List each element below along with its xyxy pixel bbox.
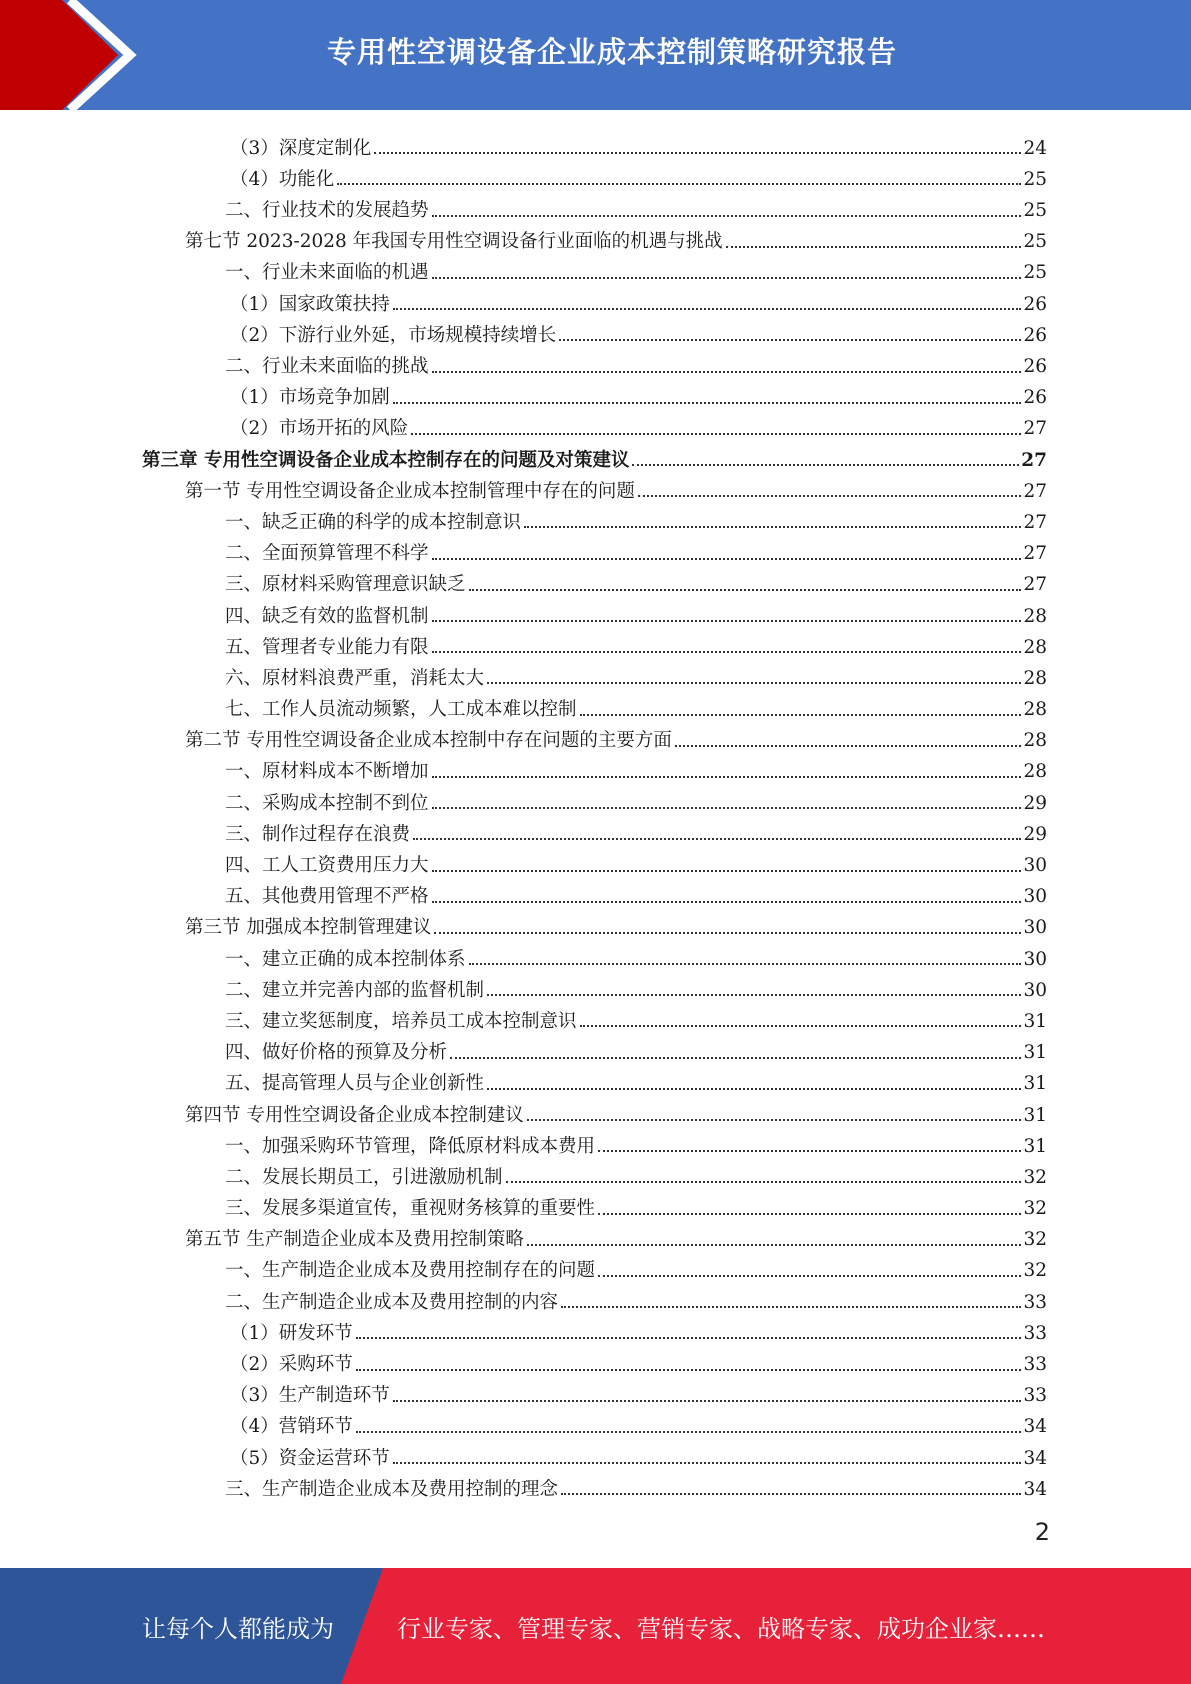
toc-dot-leader [561, 1493, 1021, 1495]
toc-entry-title: 四、工人工资费用压力大 [225, 855, 429, 876]
toc-dot-leader [527, 1244, 1022, 1246]
toc-entry[interactable] [0, 127, 1191, 158]
toc-dot-leader [432, 215, 1022, 217]
toc-entry[interactable] [0, 501, 1191, 532]
toc-entry-title: 四、缺乏有效的监督机制 [225, 605, 429, 627]
toc-entry[interactable] [0, 1312, 1191, 1343]
toc-entry-page: 25 [1023, 168, 1047, 190]
page-footer [0, 1568, 1191, 1684]
toc-entry-page: 33 [1023, 1322, 1047, 1344]
toc-entry-page: 34 [1023, 1416, 1047, 1438]
toc-entry[interactable] [0, 1468, 1191, 1499]
toc-entry-page: 31 [1023, 1042, 1047, 1064]
toc-entry[interactable] [0, 439, 1191, 470]
toc-entry[interactable] [0, 720, 1191, 751]
toc-entry-title: 第三节 加强成本控制管理建议 [185, 917, 432, 939]
toc-entry[interactable] [0, 907, 1191, 938]
toc-dot-leader [506, 1181, 1022, 1183]
toc-dot-leader [638, 495, 1022, 497]
toc-entry-title: 五、管理者专业能力有限 [225, 636, 429, 658]
toc-dot-leader [527, 1119, 1022, 1121]
toc-dot-leader [393, 1400, 1022, 1402]
toc-entry-page: 28 [1023, 761, 1047, 783]
toc-dot-leader [356, 1431, 1022, 1433]
toc-entry[interactable] [0, 1437, 1191, 1468]
toc-dot-leader [393, 402, 1022, 404]
toc-entry-title: 二、行业未来面临的挑战 [225, 356, 429, 377]
toc-entry[interactable] [0, 844, 1191, 875]
toc-entry-page: 30 [1023, 886, 1047, 908]
toc-entry-title: 一、建立正确的成本控制体系 [225, 948, 466, 970]
toc-entry-page: 30 [1023, 855, 1047, 876]
toc-entry-title: （3）深度定制化 [230, 137, 372, 159]
toc-entry-title: （4）营销环节 [230, 1416, 353, 1438]
toc-entry-title: 二、采购成本控制不到位 [225, 792, 429, 814]
toc-dot-leader [675, 745, 1022, 747]
toc-entry-page: 28 [1023, 605, 1047, 627]
toc-entry-title: 二、发展长期员工，引进激励机制 [225, 1166, 503, 1188]
toc-entry-title: （1）国家政策扶持 [230, 293, 390, 315]
toc-entry-title: 第四节 专用性空调设备企业成本控制建议 [185, 1104, 524, 1126]
toc-entry[interactable] [0, 1375, 1191, 1406]
toc-entry[interactable] [0, 532, 1191, 563]
toc-entry-title: 第一节 专用性空调设备企业成本控制管理中存在的问题 [185, 480, 635, 502]
toc-entry[interactable] [0, 345, 1191, 376]
toc-dot-leader [432, 620, 1022, 622]
toc-dot-leader [432, 558, 1022, 560]
toc-entry[interactable] [0, 1125, 1191, 1156]
toc-entry[interactable] [0, 564, 1191, 595]
toc-entry-page: 29 [1023, 823, 1047, 845]
toc-entry-page: 34 [1023, 1447, 1047, 1469]
footer-slogan-left: 让每个人都能成为 [142, 1614, 334, 1643]
toc-entry-title: 第二节 专用性空调设备企业成本控制中存在问题的主要方面 [185, 730, 672, 752]
toc-entry-page: 28 [1023, 636, 1047, 658]
toc-entry[interactable] [0, 1094, 1191, 1125]
toc-dot-leader [726, 246, 1022, 248]
toc-entry-title: （1）市场竞争加剧 [230, 387, 390, 409]
toc-dot-leader [524, 526, 1021, 528]
toc-dot-leader [432, 651, 1022, 653]
toc-dot-leader [432, 371, 1022, 373]
toc-dot-leader [434, 932, 1021, 934]
toc-entry[interactable] [0, 1031, 1191, 1062]
toc-entry-page: 32 [1023, 1198, 1047, 1220]
toc-entry-page: 30 [1023, 979, 1047, 1001]
toc-entry-page: 26 [1023, 387, 1047, 409]
toc-entry[interactable] [0, 688, 1191, 719]
toc-dot-leader [487, 994, 1021, 996]
toc-entry[interactable] [0, 470, 1191, 501]
toc-entry-page: 27 [1023, 418, 1047, 440]
toc-entry-title: 一、原材料成本不断增加 [225, 761, 429, 783]
toc-entry[interactable] [0, 938, 1191, 969]
toc-entry-title: （2）下游行业外延，市场规模持续增长 [230, 324, 557, 346]
toc-entry-title: 一、加强采购环节管理，降低原材料成本费用 [225, 1135, 596, 1157]
toc-entry[interactable] [0, 969, 1191, 1000]
toc-dot-leader [411, 433, 1021, 435]
toc-dot-leader [580, 714, 1022, 716]
toc-entry[interactable] [0, 1063, 1191, 1094]
page-header [0, 0, 1191, 110]
toc-entry[interactable] [0, 1219, 1191, 1250]
toc-entry-page: 33 [1023, 1354, 1047, 1375]
toc-entry-page: 26 [1023, 324, 1047, 346]
toc-dot-leader [432, 870, 1022, 872]
toc-entry-title: 第七节 2023-2028 年我国专用性空调设备行业面临的机遇与挑战 [185, 231, 723, 253]
toc-entry-page: 31 [1023, 1104, 1047, 1126]
toc-entry-page: 31 [1023, 1010, 1047, 1032]
toc-entry[interactable] [0, 158, 1191, 189]
toc-dot-leader [432, 901, 1022, 903]
toc-entry-page: 29 [1023, 792, 1047, 814]
toc-entry-title: 三、制作过程存在浪费 [225, 823, 411, 845]
toc-entry[interactable] [0, 221, 1191, 252]
toc-entry-page: 34 [1023, 1478, 1047, 1500]
toc-entry-title: 三、建立奖惩制度，培养员工成本控制意识 [225, 1010, 577, 1032]
toc-entry-title: （1）研发环节 [230, 1322, 353, 1344]
toc-entry-title: 二、生产制造企业成本及费用控制的内容 [225, 1291, 559, 1313]
toc-dot-leader [450, 1057, 1021, 1059]
toc-dot-leader [580, 1025, 1022, 1027]
toc-entry[interactable] [0, 1000, 1191, 1031]
toc-dot-leader [356, 1369, 1022, 1371]
toc-entry-page: 26 [1023, 356, 1047, 377]
toc-entry-page: 32 [1023, 1229, 1047, 1251]
toc-entry[interactable] [0, 189, 1191, 220]
toc-entry-title: 二、建立并完善内部的监督机制 [225, 979, 485, 1001]
toc-entry-page: 27 [1023, 543, 1047, 565]
toc-entry-page: 31 [1023, 1073, 1047, 1095]
toc-entry[interactable] [0, 751, 1191, 782]
toc-entry-page: 26 [1023, 293, 1047, 315]
toc-dot-leader [337, 183, 1021, 185]
toc-entry-title: 三、原材料采购管理意识缺乏 [225, 574, 466, 596]
toc-entry-title: 二、行业技术的发展趋势 [225, 200, 429, 222]
toc-dot-leader [598, 1150, 1021, 1152]
toc-entry-page: 27 [1021, 449, 1047, 471]
toc-dot-leader [413, 838, 1021, 840]
page-number: 2 [1034, 1518, 1050, 1546]
footer-slogan-right: 行业专家、管理专家、营销专家、战略专家、成功企业家…… [397, 1614, 1045, 1643]
toc-dot-leader [598, 1213, 1021, 1215]
toc-dot-leader [598, 1275, 1021, 1277]
toc-dot-leader [632, 464, 1019, 466]
toc-entry-title: 第三章 专用性空调设备企业成本控制存在的问题及对策建议 [142, 449, 630, 471]
toc-entry-page: 27 [1023, 574, 1047, 596]
toc-dot-leader [374, 152, 1021, 154]
toc-entry[interactable] [0, 782, 1191, 813]
report-title: 专用性空调设备企业成本控制策略研究报告 [326, 34, 897, 69]
toc-entry-title: （2）市场开拓的风险 [230, 418, 409, 440]
toc-dot-leader [469, 589, 1022, 591]
toc-entry-title: 五、提高管理人员与企业创新性 [225, 1073, 485, 1095]
toc-dot-leader [432, 277, 1022, 279]
table-of-contents [0, 127, 1191, 1499]
toc-entry[interactable] [0, 1281, 1191, 1312]
toc-entry[interactable] [0, 876, 1191, 907]
toc-dot-leader [393, 308, 1022, 310]
toc-entry[interactable] [0, 283, 1191, 314]
toc-entry-page: 25 [1023, 200, 1047, 222]
toc-entry[interactable] [0, 657, 1191, 688]
toc-dot-leader [393, 1462, 1022, 1464]
toc-entry[interactable] [0, 408, 1191, 439]
toc-entry-title: （3）生产制造环节 [230, 1385, 390, 1407]
toc-entry-page: 28 [1023, 699, 1047, 721]
toc-entry-page: 32 [1023, 1260, 1047, 1282]
toc-entry-page: 27 [1023, 511, 1047, 533]
toc-entry-page: 25 [1023, 231, 1047, 253]
toc-entry[interactable] [0, 813, 1191, 844]
toc-entry[interactable] [0, 595, 1191, 626]
toc-dot-leader [561, 1306, 1021, 1308]
toc-entry-page: 31 [1023, 1135, 1047, 1157]
toc-entry[interactable] [0, 1250, 1191, 1281]
toc-dot-leader [469, 963, 1022, 965]
toc-entry-page: 30 [1023, 917, 1047, 939]
toc-entry-page: 28 [1023, 667, 1047, 689]
toc-entry-title: （5）资金运营环节 [230, 1447, 390, 1469]
toc-dot-leader [432, 776, 1022, 778]
toc-entry-title: 二、全面预算管理不科学 [225, 543, 429, 565]
toc-entry-title: （4）功能化 [230, 168, 335, 190]
toc-entry-page: 30 [1023, 948, 1047, 970]
toc-entry[interactable] [0, 1343, 1191, 1374]
toc-entry-page: 24 [1023, 137, 1047, 159]
toc-entry-title: 六、原材料浪费严重，消耗太大 [225, 667, 485, 689]
toc-entry[interactable] [0, 1156, 1191, 1187]
toc-entry-title: 三、生产制造企业成本及费用控制的理念 [225, 1478, 559, 1500]
toc-entry-title: 一、行业未来面临的机遇 [225, 262, 429, 284]
toc-dot-leader [487, 1088, 1021, 1090]
toc-entry-title: （2）采购环节 [230, 1354, 353, 1375]
toc-entry-page: 33 [1023, 1385, 1047, 1407]
toc-dot-leader [356, 1337, 1022, 1339]
toc-entry-title: 七、工作人员流动频繁，人工成本难以控制 [225, 699, 577, 721]
toc-entry-title: 第五节 生产制造企业成本及费用控制策略 [185, 1229, 524, 1251]
toc-entry-page: 25 [1023, 262, 1047, 284]
toc-entry-title: 四、做好价格的预算及分析 [225, 1042, 448, 1064]
toc-entry-page: 27 [1023, 480, 1047, 502]
toc-entry[interactable] [0, 626, 1191, 657]
toc-entry-page: 32 [1023, 1166, 1047, 1188]
toc-dot-leader [487, 682, 1021, 684]
toc-entry-title: 三、发展多渠道宣传，重视财务核算的重要性 [225, 1198, 596, 1220]
toc-entry-page: 33 [1023, 1291, 1047, 1313]
toc-entry-title: 一、生产制造企业成本及费用控制存在的问题 [225, 1260, 596, 1282]
toc-entry[interactable] [0, 1187, 1191, 1218]
toc-entry-page: 28 [1023, 730, 1047, 752]
toc-entry[interactable] [0, 377, 1191, 408]
toc-dot-leader [432, 807, 1022, 809]
toc-entry[interactable] [0, 252, 1191, 283]
toc-entry-title: 一、缺乏正确的科学的成本控制意识 [225, 511, 522, 533]
toc-entry[interactable] [0, 314, 1191, 345]
toc-entry[interactable] [0, 1406, 1191, 1437]
toc-entry-title: 五、其他费用管理不严格 [225, 886, 429, 908]
toc-dot-leader [559, 339, 1021, 341]
